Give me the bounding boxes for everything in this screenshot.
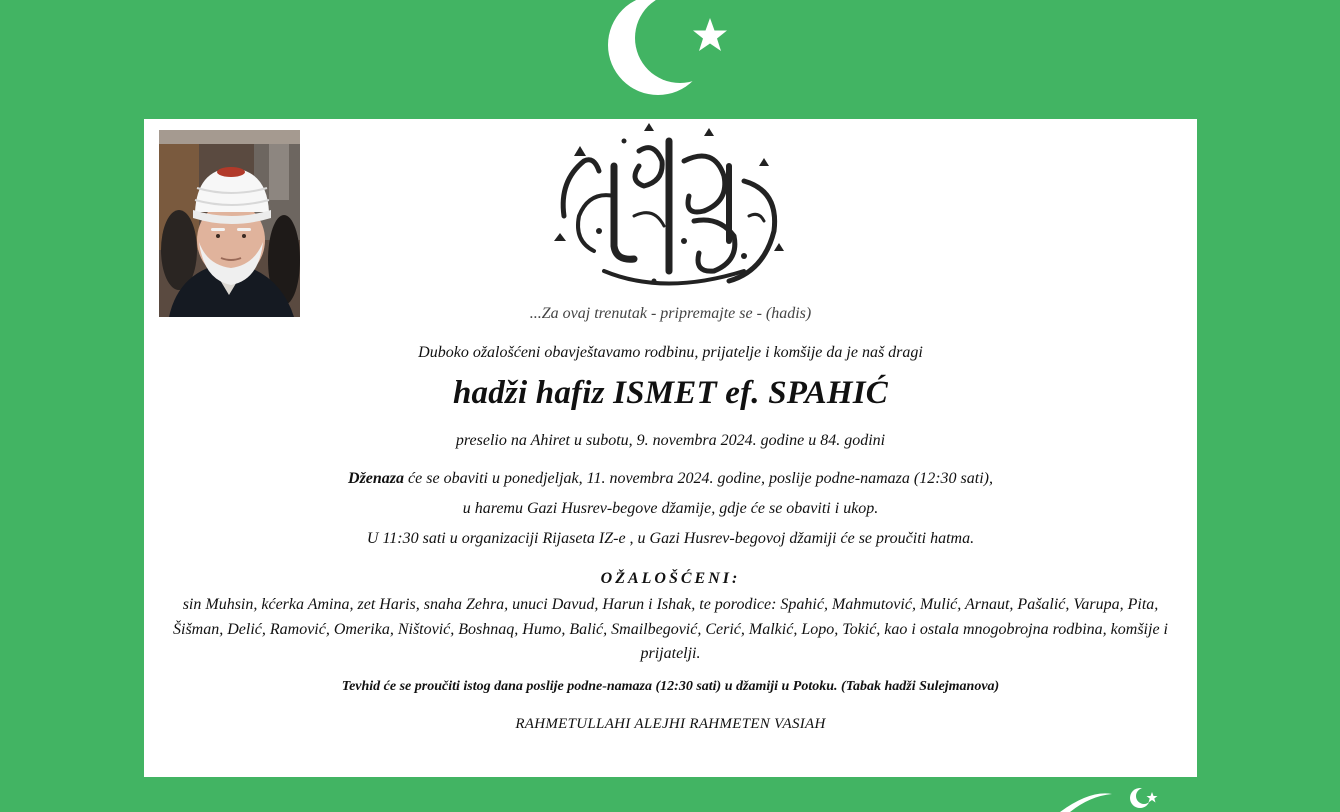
- mourners-list: sin Muhsin, kćerka Amina, zet Haris, snaha Zehra, unuci Davud, Harun i Ishak, te porodice: Spahić, Mahmutović, Mulić, Arnaut, Pašalić, Varupa, Pita, Šišman, Delić, Ramović, Omerika, Ništović, Boshnaq, Humo, Balić, Smailbegović, Cerić, Malkić, Lopo, Tokić, kao i ostala mnogobrojna rodbina, komšije i prijatelji.: [173, 596, 1168, 662]
- portrait-photo: [159, 130, 300, 317]
- dzenaza-details: će se obaviti u ponedjeljak, 11. novembra 2024. godine, poslije podne-namaza (12:30 sati),: [404, 470, 993, 487]
- closing-prayer: RAHMETULLAHI ALEJHI RAHMETEN VASIAH: [515, 716, 826, 732]
- deceased-name: hadži hafiz ISMET ef. SPAHIĆ: [452, 375, 888, 411]
- crescent-star-icon: [600, 0, 740, 108]
- dzenaza-line-3: U 11:30 sati u organizaciji Rijaseta IZ-e , u Gazi Husrev-begovoj džamiji će se proučiti hatma.: [366, 530, 975, 547]
- hadis-caption: ...Za ovaj trenutak - pripremajte se - (hadis): [529, 305, 812, 322]
- intro-text: Duboko ožalošćeni obavještavamo rodbinu, prijatelje i komšije da je naš dragi: [418, 344, 923, 361]
- dzenaza-line-2: u haremu Gazi Husrev-begove džamije, gdje će se obaviti i ukop.: [462, 500, 879, 517]
- crescent-logo-icon: [1060, 782, 1180, 812]
- tevhid-notice: Tevhid će se proučiti istog dana poslije podne-namaza (12:30 sati) u džamiji u Potoku. (Tabak hadži Sulejmanova): [341, 679, 1000, 694]
- passed-away-text: preselio na Ahiret u subotu, 9. novembra 2024. godine u 84. godini: [455, 432, 886, 449]
- mourners-title: OŽALOŠĆENI:: [600, 570, 741, 587]
- dzenaza-line-1: [144, 470, 1197, 488]
- dzenaza-label: Dženaza: [348, 470, 405, 487]
- arabic-calligraphy-icon: [544, 121, 794, 306]
- obituary-card: [144, 119, 1197, 777]
